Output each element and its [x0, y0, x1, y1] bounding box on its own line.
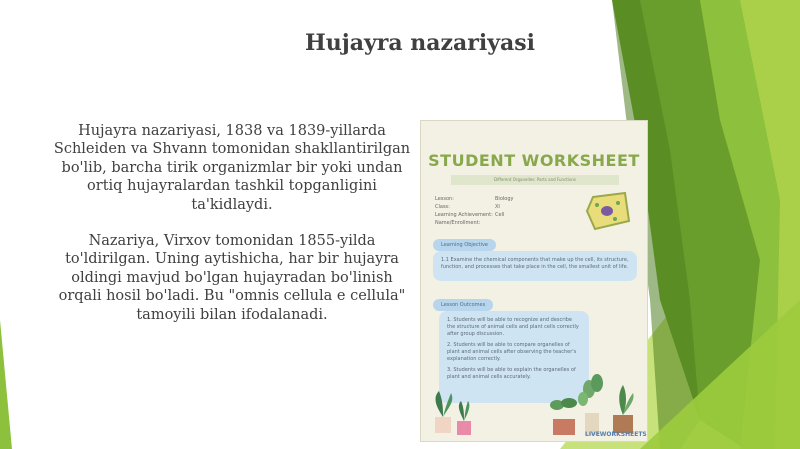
- worksheet-footer: LIVEWORKSHEETS: [585, 431, 647, 438]
- worksheet-section-label: Learning Objective: [433, 239, 496, 251]
- field-label: Class:: [435, 204, 450, 210]
- worksheet-section-label: Lesson Outcomes: [433, 299, 493, 311]
- worksheet-field-row: [435, 203, 565, 211]
- paragraph-2: Nazariya, Virxov tomonidan 1855-yilda to'ldirilgan. Uning aytishicha, har bir hujayra oldingi mavjud bo'lgan hujayradan bo'linish orqali hosil bo'ladi. Bu "omnis cellula e cellula" tamoyili bilan ifodalanadi.: [58, 233, 406, 323]
- potted-plants-illustration: [421, 361, 648, 442]
- field-value: Biology: [495, 196, 514, 202]
- worksheet-subtitle: Different Organelles: Parts and Functions: [451, 175, 619, 185]
- field-label: Name/Enrollment:: [435, 220, 481, 226]
- worksheet-field-row: [435, 219, 565, 227]
- worksheet-fields: [435, 195, 565, 227]
- field-value: XI: [495, 204, 500, 210]
- worksheet-image: [420, 120, 648, 442]
- slide-title: Hujayra nazariyasi: [304, 30, 535, 56]
- worksheet-list-item: 1. Students will be able to recognize and describe the structure of animal cells and plant cells correctly after group discussion.: [447, 317, 579, 337]
- field-label: Lesson:: [435, 196, 454, 202]
- plant-cell-icon: [585, 191, 631, 231]
- worksheet-field-row: [435, 195, 565, 203]
- slide-body: [52, 122, 412, 342]
- field-label: Learning Achievement:: [435, 212, 493, 218]
- worksheet-list-item: 2. Students will be able to compare organelles of plant and animal cells after observing the teacher's explanation correctly.: [447, 342, 577, 362]
- worksheet-list-item: 3. Students will be able to explain the organelles of plant and animal cells accurately.: [447, 367, 576, 380]
- paragraph-1: Hujayra nazariyasi, 1838 va 1839-yillarda Schleiden va Shvann tomonidan shakllantirilgan bo'lib, barcha tirik organizmlar bir yoki undan ortiq hujayralardan tashkil topganligini ta'kidlaydi.: [53, 123, 411, 213]
- field-value: Cell: [495, 212, 505, 218]
- worksheet-title: STUDENT WORKSHEET: [428, 151, 640, 170]
- worksheet-section-box: 1.1 Examine the chemical components that make up the cell, its structure, function, and processes that take place in the cell, the smallest unit of life.: [433, 251, 637, 281]
- green-shape-left: [0, 320, 12, 449]
- worksheet-field-row: [435, 211, 565, 219]
